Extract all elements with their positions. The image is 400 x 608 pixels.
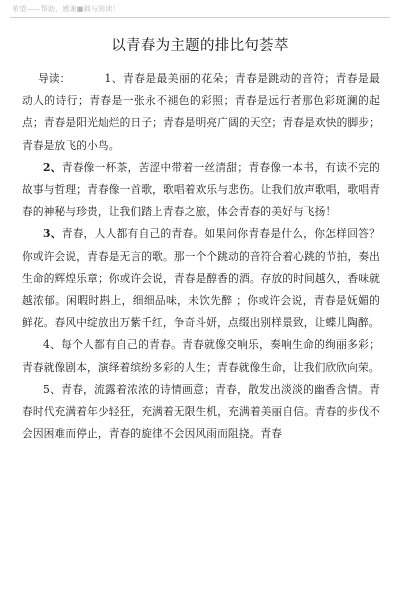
- paragraph-5: [22, 379, 380, 446]
- paragraph-1: [22, 68, 380, 157]
- paragraph-text: 青春，人人都有自己的青春。如果问你青春是什么，你怎样回答？你或许会说，青春是无言的歌。那一个个跳动的音符合着心跳的节拍，奏出生命的辉煌乐章；你或许会说，青春是醇香的酒。存放的时间越久，香味就越浓郁。闲暇时斟上，细细品味，未饮先醉 ；你或许会说，青春是妩媚的鲜花。春风中绽放出万紫千红，争奇斗妍，点缀出别样景致，让蝶儿陶醉。: [22, 227, 380, 330]
- paragraph-2: [22, 157, 380, 224]
- paragraph-text: 青春是最美丽的花朵；青春是跳动的音符；青春是最动人的诗行；青春是一张永不褪色的彩照；青春是远行者那色彩斑澜的起点；青春是阳光灿烂的日子；青春是明亮广阔的天空；青春是欢快的脚步；青春是放飞的小鸟。: [22, 72, 381, 152]
- document-body: [22, 68, 380, 445]
- paragraph-text: 青春，流露着浓浓的诗情画意；青春，散发出淡淡的幽香含情。青春时代充满着年少轻狂，充满着无限生机，充满着美丽自信。青春的步伐不会因困难而停止，青春的旋律不会因风雨而阻挠。青春: [22, 382, 380, 441]
- paragraph-number: 1、: [104, 72, 124, 85]
- paragraph-text: 青春像一杯茶，苦涩中带着一丝清甜；青春像一本书，有读不完的故事与哲理；青春像一首歌，歌唱着欢乐与悲伤。让我们放声歌唱，歌唱青春的神秘与珍贵，让我们踏上青春之旅，体会青春的美好与飞扬！: [22, 160, 380, 219]
- paragraph-4: [22, 334, 380, 378]
- document-title: 以青春为主题的排比句荟萃: [111, 38, 289, 54]
- paragraph-3: [22, 223, 380, 334]
- header-divider: [10, 17, 390, 18]
- paragraph-number: 3、: [43, 227, 62, 241]
- paragraph-text: 每个人都有自己的青春。青春就像交响乐，奏响生命的绚丽多彩；青春就像剧本，演绎着缤纷多彩的人生；青春就像生命，让我们欣欣向荣。: [22, 338, 380, 374]
- header-note: 希望——帮助，感谢■载与阅读！: [12, 5, 120, 13]
- paragraph-number: 5、: [43, 382, 62, 396]
- paragraph-number: 4、: [43, 338, 62, 352]
- paragraph-number: 2、: [43, 160, 62, 174]
- intro-label: 导读：: [38, 72, 71, 85]
